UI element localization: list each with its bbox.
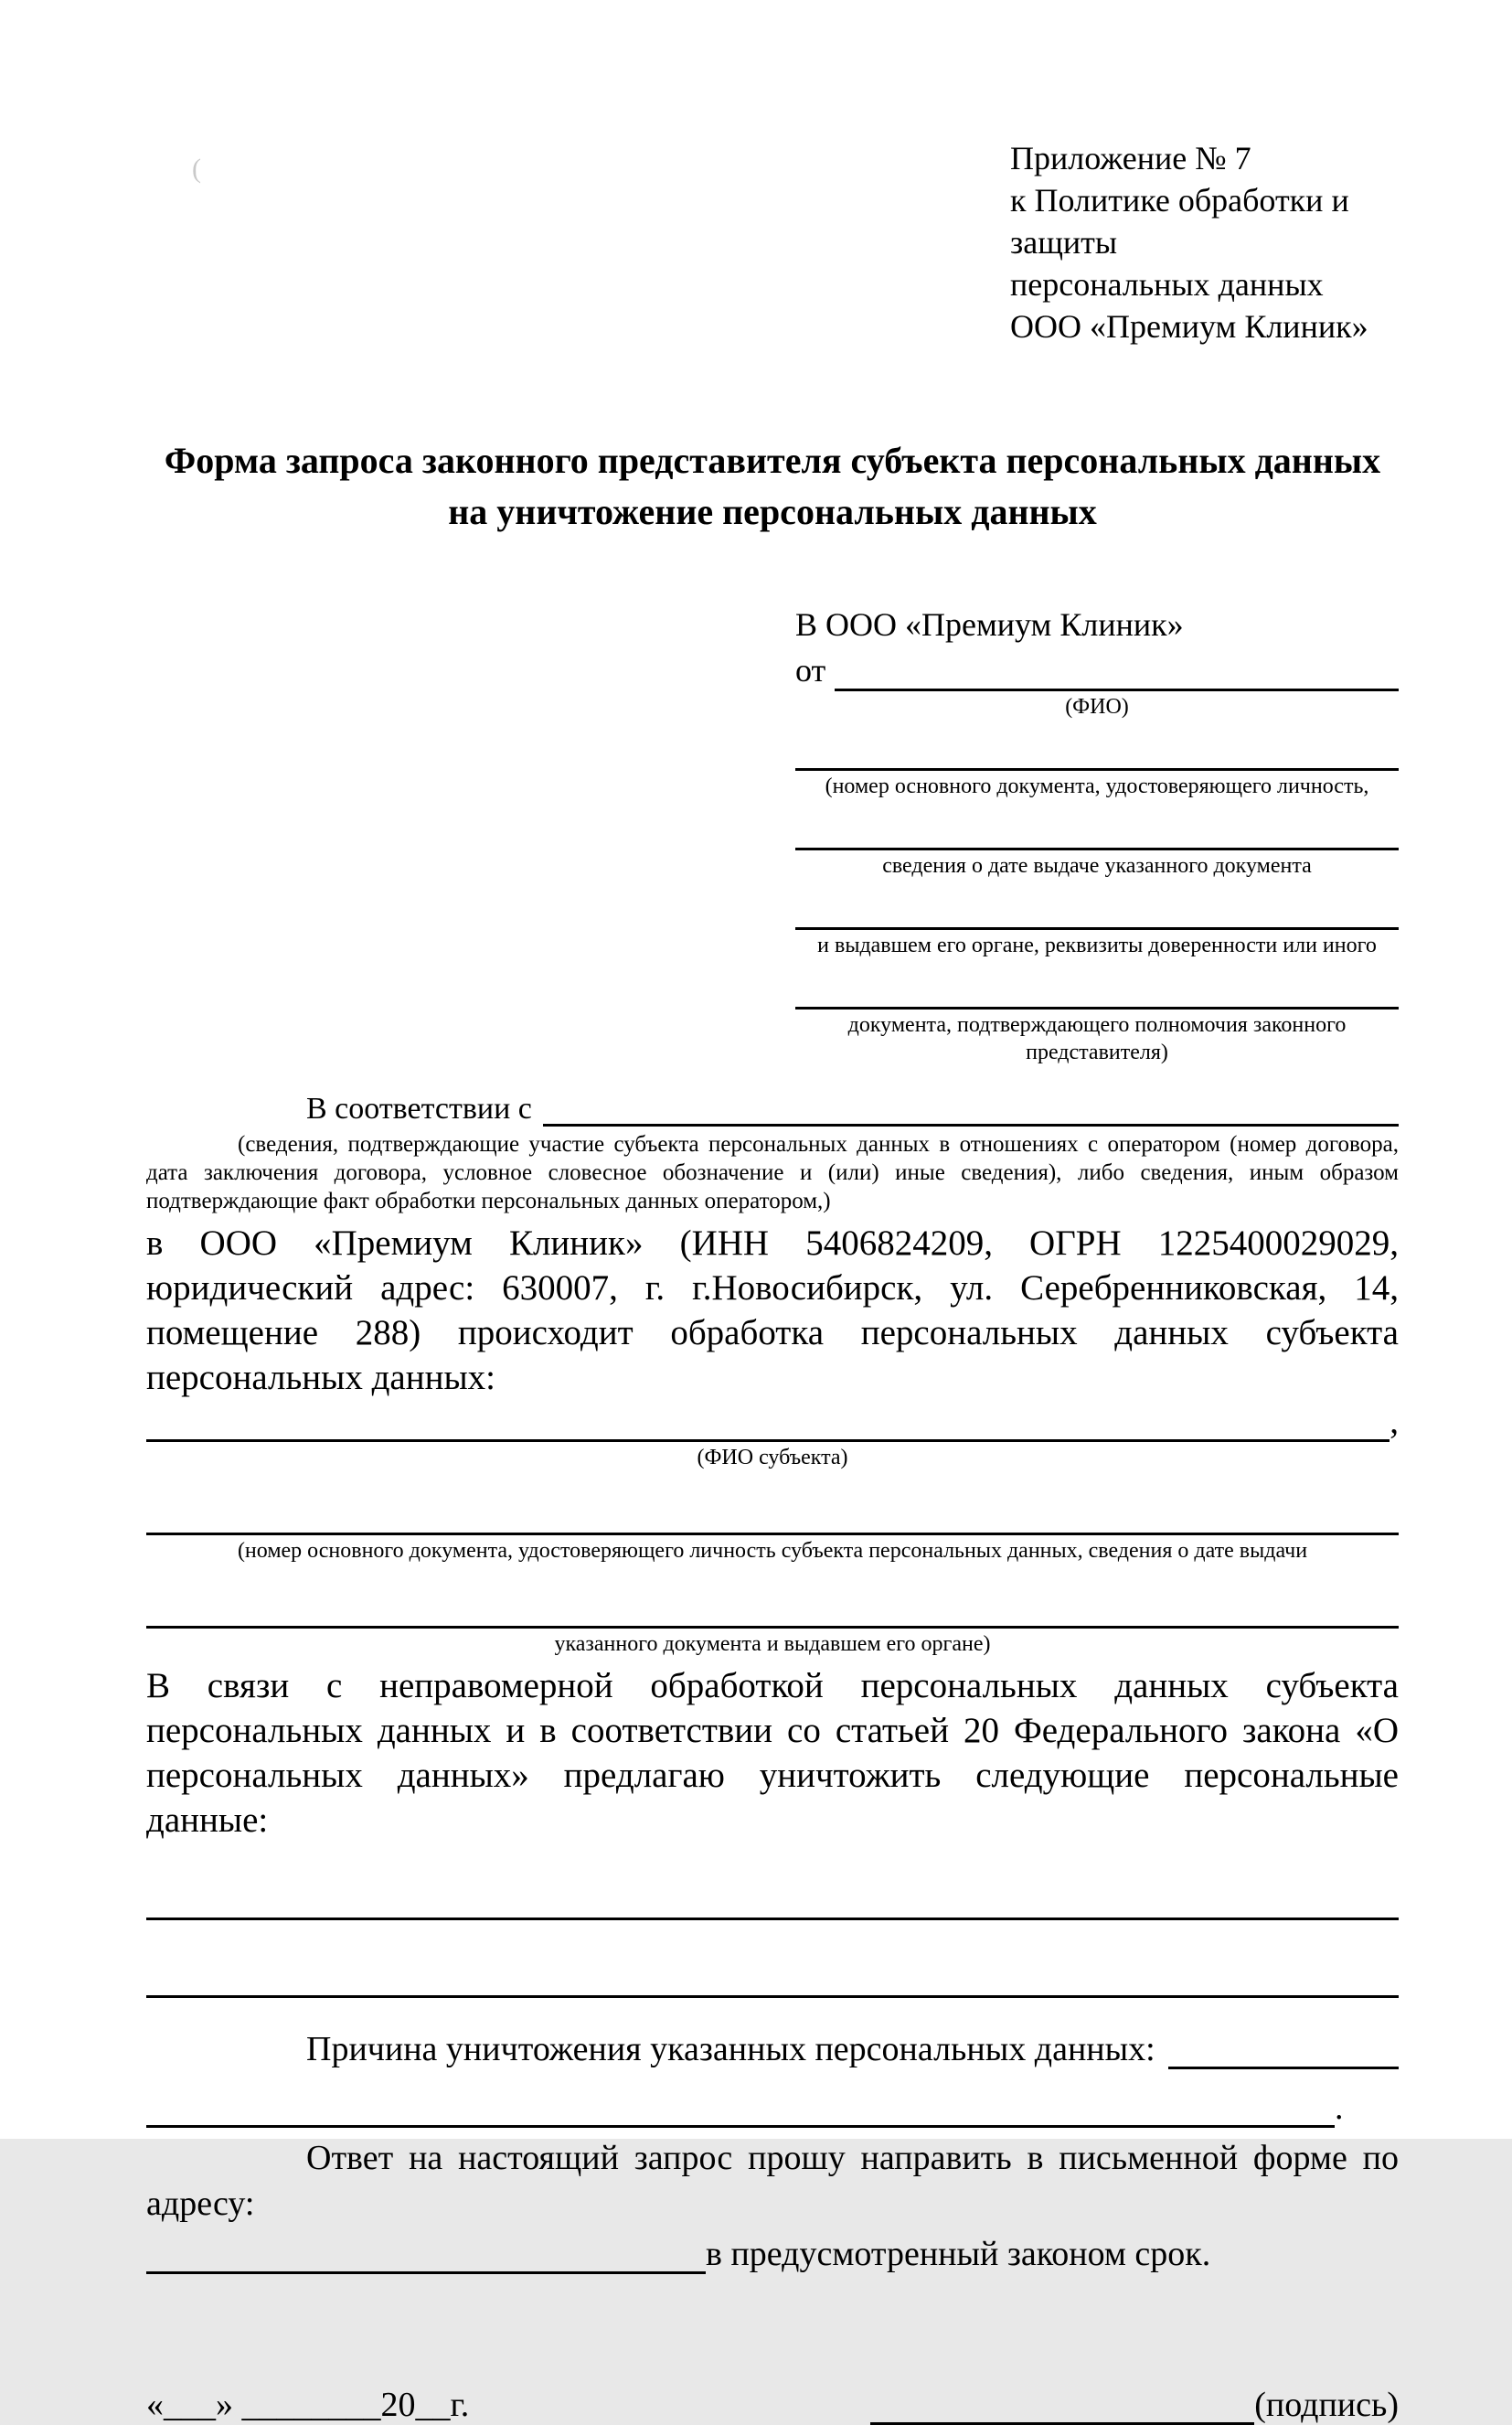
- subject-fio-field: [146, 1400, 1399, 1442]
- subject-document-field-2: [146, 1586, 1399, 1629]
- reason-label: Причина уничтожения указанных персональных данных:: [306, 2030, 1155, 2068]
- addressee-block: [795, 604, 1399, 1066]
- reason-field: [146, 2022, 1399, 2069]
- page-title-line-2: на уничтожение персональных данных: [448, 491, 1097, 532]
- signature-row: [146, 2382, 1399, 2425]
- signature-blank-line: [870, 2382, 1254, 2425]
- subject-fio-blank-line: [146, 1439, 1390, 1442]
- data-to-destroy-blank-line-2: [146, 1955, 1399, 1998]
- document-content: [146, 137, 1399, 2425]
- page-title-line-1: Форма запроса законного представителя субъекта персональных данных: [164, 440, 1381, 481]
- accordance-label: В соответствии с: [306, 1092, 532, 1126]
- subject-document-blank-line: [146, 1533, 1399, 1535]
- subject-document-caption-2: указанного документа и выдавшем его органе): [554, 1632, 991, 1656]
- fio-caption: (ФИО): [1065, 695, 1129, 719]
- reason-blank-line: [1168, 2067, 1399, 2069]
- subject-fio-caption: (ФИО субъекта): [697, 1446, 848, 1469]
- data-to-destroy-blank-line-1: [146, 1877, 1399, 1920]
- date-line: «___» ________20__г.: [146, 2386, 470, 2424]
- reason-continuation-field: [146, 2080, 1399, 2128]
- appendix-note-line: к Политике обработки и защиты: [1010, 182, 1349, 261]
- authority-document-blank-line: [795, 968, 1399, 1010]
- signature-caption: (подпись): [1254, 2386, 1399, 2424]
- reason-continuation-blank-line: [146, 2125, 1335, 2128]
- subject-fio-comma: ,: [1390, 1402, 1399, 1441]
- operator-paragraph: в ООО «Премиум Клиник» (ИНН 5406824209, ОГРН 1225400029029, юридический адрес: 630007, г. г.Новосибирск, ул. Серебренниковская, 14, помещение 288) происходит обработка персональных данных субъекта персональных данных:: [146, 1223, 1399, 1397]
- appendix-note-line: Приложение № 7: [1010, 140, 1251, 176]
- document-number-blank-line: [795, 730, 1399, 771]
- issue-date-caption: сведения о дате выдаче указанного документа: [882, 854, 1312, 878]
- appendix-note-line: ООО «Премиум Клиник»: [1010, 308, 1368, 345]
- issue-date-blank-line: [795, 809, 1399, 850]
- page-title: [146, 435, 1399, 538]
- subject-document-caption-1: (номер основного документа, удостоверяющего личность субъекта персональных данных, сведения о дате выдачи: [237, 1539, 1308, 1563]
- appendix-note: [1010, 137, 1399, 347]
- addressee-to: В ООО «Премиум Клиник»: [795, 606, 1184, 643]
- document-number-caption: (номер основного документа, удостоверяющего личность,: [825, 775, 1369, 798]
- from-field: [795, 646, 1399, 691]
- accordance-caption: (сведения, подтверждающие участие субъекта персональных данных в отношениях с оператором (номер договора, дата заключения договора, условное словесное обозначение и (или) иные сведения), либо сведения, иным образом подтверждающие факт обработки персональных данных оператором,): [146, 1132, 1399, 1213]
- appendix-note-line: персональных данных: [1010, 266, 1324, 303]
- reason-period: .: [1335, 2088, 1344, 2127]
- issuing-authority-caption: и выдавшем его органе, реквизиты доверенности или иного: [817, 934, 1377, 957]
- from-blank-line: [835, 689, 1399, 691]
- reply-address-field: [146, 2227, 1399, 2274]
- reply-address-blank-line: [146, 2271, 706, 2274]
- accordance-blank-line: [543, 1124, 1399, 1127]
- reply-paragraph: Ответ на настоящий запрос прошу направить в письменной форме по адресу:: [146, 2139, 1399, 2223]
- authority-document-caption: документа, подтверждающего полномочия законного представителя): [847, 1013, 1347, 1064]
- from-label: от: [795, 652, 826, 689]
- issuing-authority-blank-line: [795, 889, 1399, 930]
- subject-document-field: [146, 1493, 1399, 1535]
- accordance-field: [146, 1083, 1399, 1127]
- signature-field: [870, 2382, 1399, 2425]
- subject-document-blank-line-2: [146, 1626, 1399, 1629]
- reply-tail-text: в предусмотренный законом срок.: [706, 2235, 1211, 2273]
- request-paragraph: В связи с неправомерной обработкой персональных данных субъекта персональных данных и в соответствии со статьей 20 Федерального закона «О персональных данных» предлагаю уничтожить следующие персональные данные:: [146, 1666, 1399, 1840]
- scan-artifact: (: [192, 154, 201, 184]
